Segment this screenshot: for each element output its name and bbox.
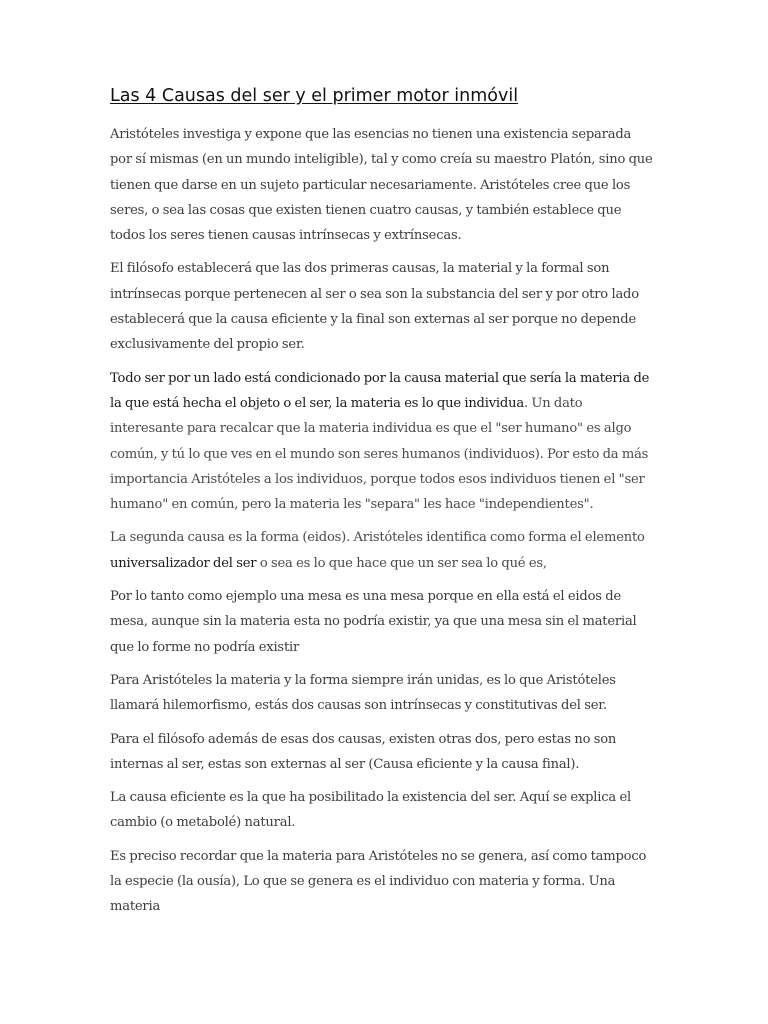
- paragraph: Aristóteles investiga y expone que las esencias no tienen una existencia separada por sí mismas (en un mundo inteligible), tal y como creía su maestro Platón, sino que tienen que darse en un sujeto particular necesariamente. Aristóteles cree que los seres, o sea las cosas que existen tienen cuatro causas, y también establece que todos los seres tienen causas intrínsecas y extrínsecas.: [110, 127, 653, 244]
- paragraph: Todo ser por un lado está condicionado por la causa material que sería la materia de la que está hecha el objeto o el ser, la materia es lo que individua. Un dato interesante para recalcar que la materia individua es que el "ser humano" es algo común, y tú lo que ves en el mundo son seres humanos (individuos). Por esto da más importancia Aristóteles a los individuos, porque todos esos individuos tienen el "ser humano" en común, pero la materia les "separa" les hace "independientes".: [110, 370, 650, 513]
- paragraph: La causa eficiente es la que ha posibilitado la existencia del ser. Aquí se explica el cambio (o metabolé) natural.: [110, 790, 632, 831]
- paragraph: Para Aristóteles la materia y la forma siempre irán unidas, es lo que Aristóteles llamará hilemorfismo, estás dos causas son intrínsecas y constitutivas del ser.: [110, 672, 616, 714]
- paragraph: La segunda causa es la forma (eidos). Aristóteles identifica como forma el elemento universalizador del ser o sea es lo que hace que un ser sea lo qué es,: [110, 530, 645, 571]
- paragraph: Para el filósofo además de esas dos causas, existen otras dos, pero estas no son internas al ser, estas son externas al ser (Causa eficiente y la causa final).: [110, 731, 617, 772]
- paragraph: Es preciso recordar que la materia para Aristóteles no se genera, así como tampoco la especie (la ousía), Lo que se genera es el individuo con materia y forma. Una materia: [110, 848, 647, 915]
- paragraph: Por lo tanto como ejemplo una mesa es una mesa porque en ella está el eidos de mesa, aunque sin la materia esta no podría existir, ya que una mesa sin el material que lo forme no podría existir: [110, 589, 637, 655]
- document-title: Las 4 Causas del ser y el primer motor inmóvil: [110, 86, 519, 106]
- paragraph: El filósofo establecerá que las dos primeras causas, la material y la formal son intrínsecas porque pertenecen al ser o sea son la substancia del ser y por otro lado establecerá que la causa eficiente y la final son externas al ser porque no depende exclusivamente del propio ser.: [110, 261, 639, 353]
